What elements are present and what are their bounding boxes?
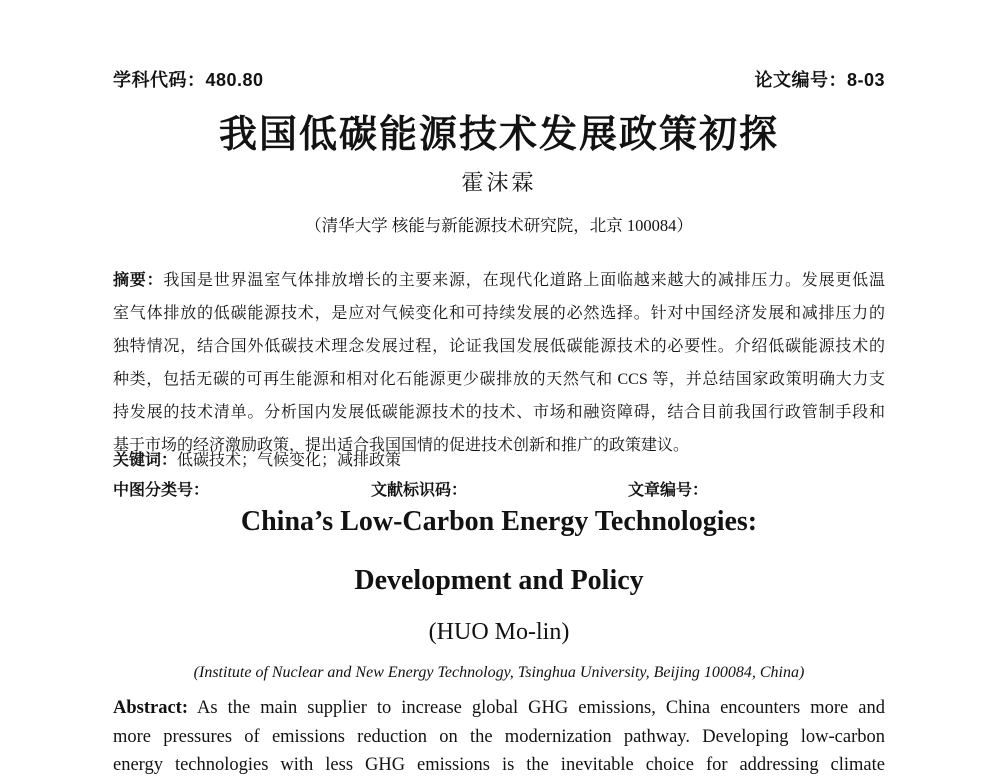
keywords-row — [113, 447, 885, 470]
text-line: 独特情况，结合国外低碳技术理念发展过程，论证我国发展低碳能源技术的必要性。介绍低碳能源技术的 — [113, 338, 885, 355]
english-title-line1: China’s Low-Carbon Energy Technologies: — [240, 506, 758, 537]
text-line: more pressures of emissions reduction on the modernization pathway. Developing low-carbon — [113, 726, 885, 747]
abstract-zh-label: 摘要： — [113, 272, 164, 289]
paper-number: 论文编号：8-03 — [754, 70, 885, 90]
text-line: 持发展的技术清单。分析国内发展低碳能源技术的技术、市场和融资障碍，结合目前我国行政管制手段和 — [113, 404, 885, 421]
classification-row — [113, 477, 885, 499]
author-name-zh: 霍沫霖 — [461, 170, 537, 195]
keywords-text: 低碳技术；气候变化；减排政策 — [177, 452, 402, 469]
text-line: 种类，包括无碳的可再生能源和相对化石能源更少碳排放的天然气和 CCS 等，并总结国家政策明确大力支 — [113, 371, 885, 388]
affiliation-zh: （清华大学 核能与新能源技术研究院，北京 100084） — [305, 216, 693, 235]
subject-code: 学科代码：480.80 — [113, 70, 264, 90]
abstract-en — [113, 694, 885, 780]
clc-number-label: 中图分类号： — [113, 482, 210, 499]
text-line: 基于市场的经济激励政策，提出适合我国国情的促进技术创新和推广的政策建议。 — [113, 437, 690, 454]
text-line: 室气体排放的低碳能源技术，是应对气候变化和可持续发展的必然选择。针对中国经济发展和减排压力的 — [113, 305, 885, 322]
abstract-zh-lines — [113, 297, 885, 462]
english-title-line2: Development and Policy — [354, 565, 644, 596]
abstract-zh-first-line — [113, 264, 885, 297]
abstract-en-first-line — [113, 694, 885, 723]
keywords-label: 关键词： — [113, 452, 178, 469]
abstract-zh-first-line-text: 我国是世界温室气体排放增长的主要来源，在现代化道路上面临越来越大的减排压力。发展更低温 — [163, 272, 885, 289]
article-id-label: 文章编号： — [628, 482, 709, 499]
text-line: energy technologies with less GHG emissions is the inevitable choice for addressing climate — [113, 755, 885, 775]
chinese-title: 我国低碳能源技术发展政策初探 — [218, 114, 779, 156]
abstract-zh — [113, 264, 885, 462]
abstract-en-lines — [113, 723, 885, 780]
affiliation-en: (Institute of Nuclear and New Energy Technology, Tsinghua University, Beijing 100084, China) — [193, 664, 805, 681]
abstract-en-first-line-text: As the main supplier to increase global GHG emissions, China encounters more and — [197, 698, 886, 718]
document-code-label: 文献标识码： — [371, 482, 468, 499]
abstract-en-label: Abstract: — [113, 698, 189, 718]
author-name-en: (HUO Mo-lin) — [428, 619, 570, 645]
meta-row — [113, 66, 885, 92]
